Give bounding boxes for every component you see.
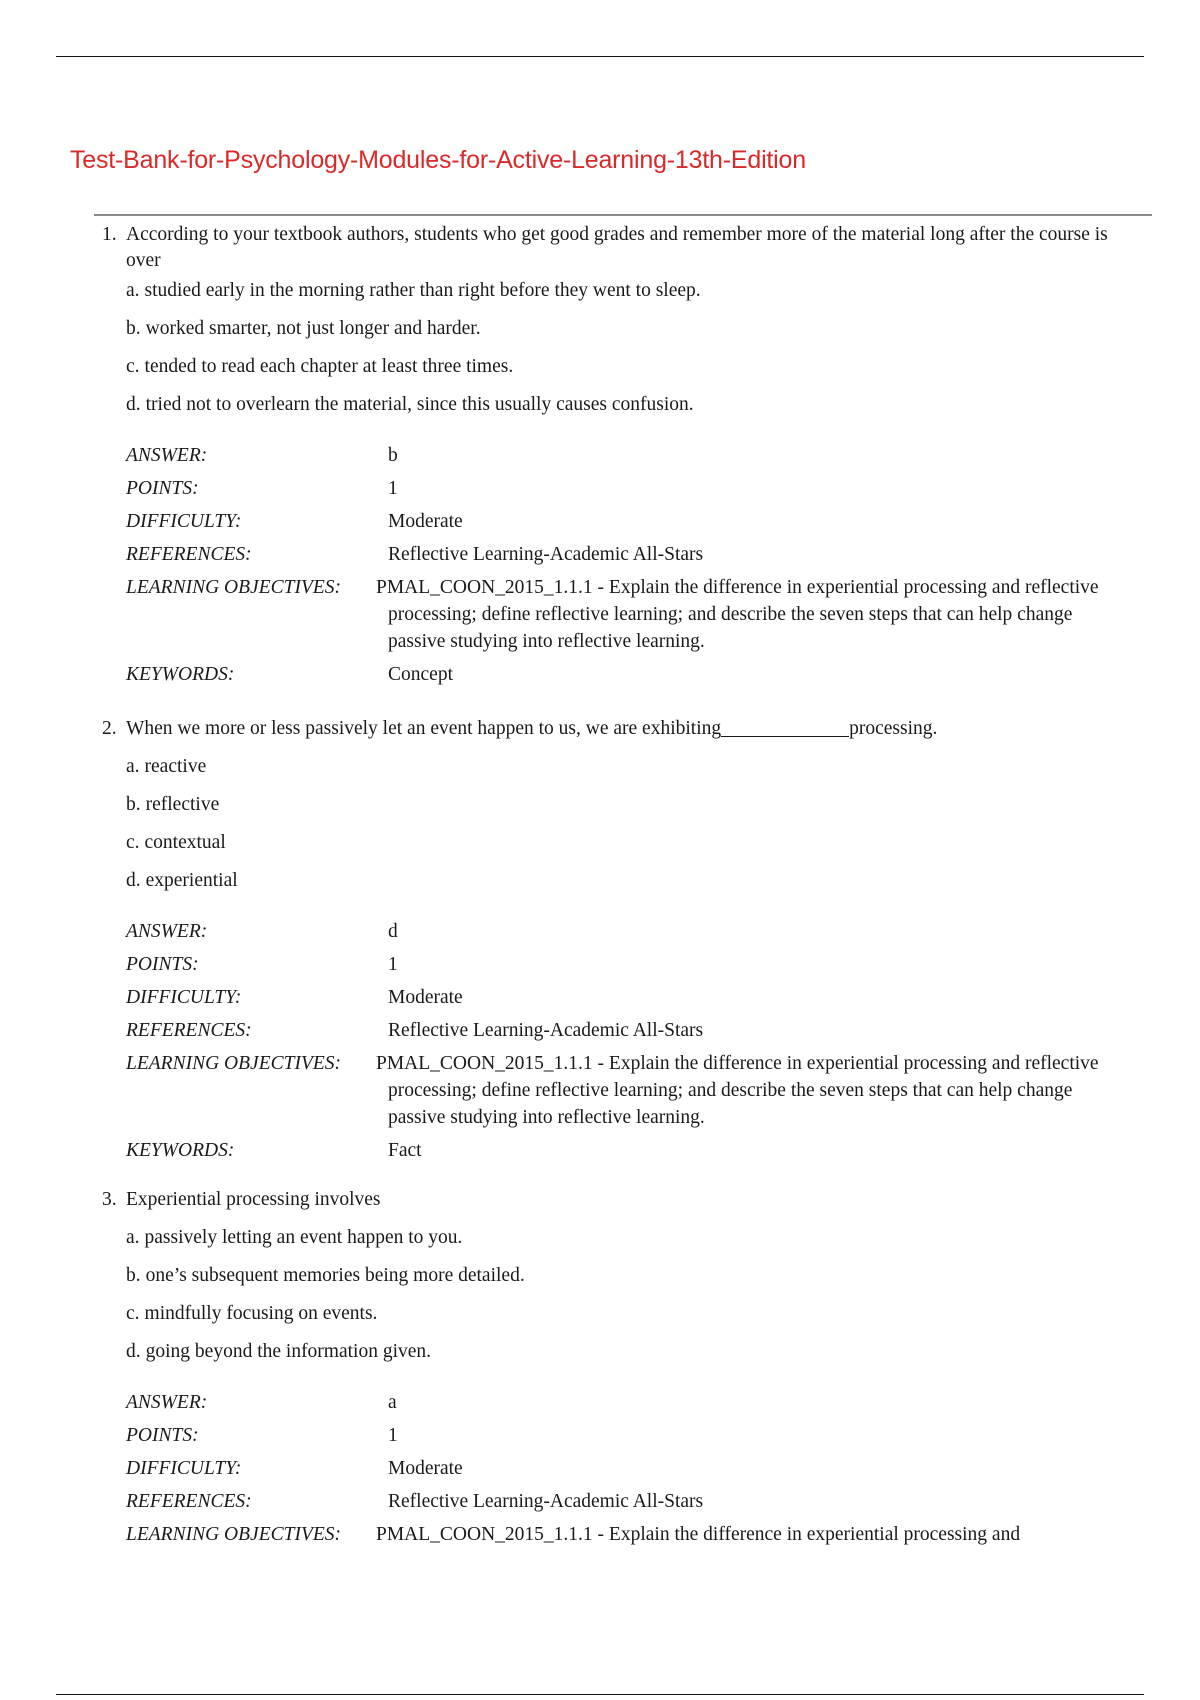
- learning-objectives-row: LEARNING OBJECTIVES: PMAL_COON_2015_1.1.1 - Explain the difference in experiential processing and reflective processing; define reflective learning; and describe the seven steps that can help change passive studying into reflective learning.: [126, 1053, 1099, 1128]
- learning-objectives-row: LEARNING OBJECTIVES: PMAL_COON_2015_1.1.1 - Explain the difference in experiential processing and reflective processing; define reflective learning; and describe the seven steps that can help change passive studying into reflective learning.: [126, 577, 1099, 652]
- references-row: REFERENCES: Reflective Learning-Academic All-Stars: [126, 1491, 704, 1512]
- option-c: c. mindfully focusing on events.: [126, 1303, 378, 1324]
- references-row: REFERENCES: Reflective Learning-Academic All-Stars: [126, 544, 704, 565]
- points-row: POINTS: 1: [126, 954, 398, 975]
- question-stem: [102, 222, 1122, 274]
- option-a: a. studied early in the morning rather than right before they went to sleep.: [126, 280, 701, 301]
- points-row: POINTS: 1: [126, 478, 398, 499]
- option-a: a. reactive: [126, 756, 207, 777]
- option-c: c. contextual: [126, 832, 226, 853]
- option-d: d. tried not to overlearn the material, since this usually causes confusion.: [126, 394, 694, 415]
- answer-row: ANSWER: a: [126, 1392, 397, 1413]
- keywords-row: KEYWORDS: Concept: [126, 664, 453, 685]
- title-divider: [94, 214, 1152, 216]
- option-d: d. experiential: [126, 870, 238, 891]
- answer-metadata: [126, 1389, 1122, 1548]
- question-number: 2.: [102, 718, 117, 739]
- question-text: Experiential processing involves: [126, 1189, 381, 1210]
- document-title: Test-Bank-for-Psychology-Modules-for-Active-Learning-13th-Edition: [70, 146, 806, 174]
- answer-metadata: [126, 442, 1122, 688]
- question-stem: [102, 716, 1122, 742]
- option-b: b. reflective: [126, 794, 220, 815]
- header-rule: [56, 56, 1144, 57]
- question-text: According to your textbook authors, students who get good grades and remember more of the material long after the course is over: [126, 224, 1108, 271]
- keywords-row: KEYWORDS: Fact: [126, 1140, 422, 1161]
- fill-in-blank: [721, 716, 849, 737]
- footer-rule: [56, 1694, 1144, 1695]
- answer-row: ANSWER: b: [126, 445, 398, 466]
- option-b: b. one’s subsequent memories being more detailed.: [126, 1265, 525, 1286]
- option-d: d. going beyond the information given.: [126, 1341, 432, 1362]
- option-c: c. tended to read each chapter at least three times.: [126, 356, 514, 377]
- question-number: 1.: [102, 224, 117, 245]
- question-1: [102, 222, 1122, 694]
- option-b: b. worked smarter, not just longer and harder.: [126, 318, 481, 339]
- question-text: When we more or less passively let an event happen to us, we are exhibiting: [126, 718, 722, 739]
- points-row: POINTS: 1: [126, 1425, 398, 1446]
- option-a: a. passively letting an event happen to you.: [126, 1227, 463, 1248]
- difficulty-row: DIFFICULTY: Moderate: [126, 1458, 463, 1479]
- difficulty-row: DIFFICULTY: Moderate: [126, 511, 463, 532]
- question-number: 3.: [102, 1189, 117, 1210]
- question-2: [102, 716, 1122, 1170]
- difficulty-row: DIFFICULTY: Moderate: [126, 987, 463, 1008]
- answer-metadata: [126, 918, 1122, 1164]
- question-3: [102, 1187, 1122, 1554]
- answer-row: ANSWER: d: [126, 921, 398, 942]
- references-row: REFERENCES: Reflective Learning-Academic All-Stars: [126, 1020, 704, 1041]
- question-stem: [102, 1187, 1122, 1213]
- question-text-end: processing.: [849, 718, 938, 739]
- learning-objectives-row: LEARNING OBJECTIVES: PMAL_COON_2015_1.1.1 - Explain the difference in experiential processing and: [126, 1524, 1021, 1545]
